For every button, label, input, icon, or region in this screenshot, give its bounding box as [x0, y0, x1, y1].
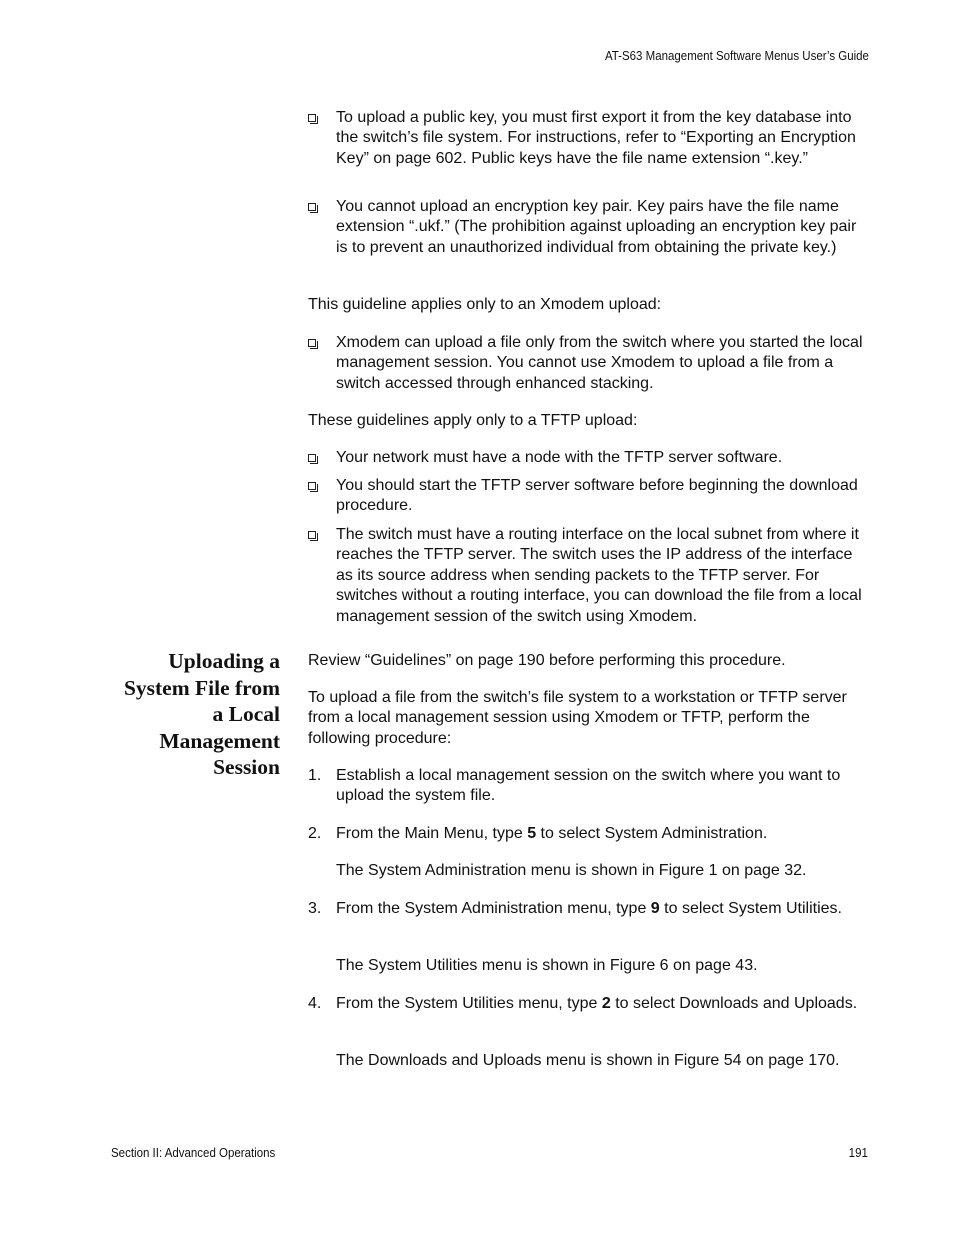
- section-heading: [80, 648, 280, 781]
- xmodem-intro: This guideline applies only to an Xmodem upload:: [308, 296, 662, 313]
- checkbox-bullet-icon: [308, 339, 316, 347]
- list-item-text: Xmodem can upload a file only from the switch where you started the local management session. You cannot use Xmodem to upload a file from a switch accessed through enhanced stacking.: [336, 334, 863, 392]
- step-text: From the System Utilities menu, type 2 to select Downloads and Uploads.: [336, 995, 858, 1012]
- checkbox-bullet-icon: [308, 114, 316, 122]
- heading-line: Management: [159, 728, 280, 753]
- step-number: 3.: [308, 900, 322, 917]
- page-number: 191: [848, 1146, 868, 1160]
- step-note: The System Administration menu is shown in Figure 1 on page 32.: [336, 862, 807, 879]
- review-paragraph: Review “Guidelines” on page 190 before performing this procedure.: [308, 652, 786, 669]
- step-text: From the System Administration menu, type 9 to select System Utilities.: [336, 900, 842, 917]
- running-header: AT-S63 Management Software Menus User’s Guide: [605, 49, 869, 63]
- checkbox-bullet-icon: [308, 203, 316, 211]
- list-item-text: You cannot upload an encryption key pair. Key pairs have the file name extension “.ukf.” (The prohibition against uploading an encryption key pair is to prevent an unauthorized individual from obtaining the private key.): [336, 198, 857, 256]
- heading-line: Uploading a: [168, 649, 280, 673]
- step-note: The System Utilities menu is shown in Figure 6 on page 43.: [336, 957, 758, 974]
- list-item-text: To upload a public key, you must first export it from the key database into the switch’s file system. For instructions, refer to “Exporting an Encryption Key” on page 602. Public keys have the file name extension “.key.”: [336, 109, 856, 167]
- step-text: Establish a local management session on the switch where you want to upload the system file.: [336, 767, 841, 805]
- list-item-text: Your network must have a node with the TFTP server software.: [336, 449, 783, 466]
- menu-key: 2: [601, 995, 611, 1012]
- menu-key: 5: [527, 825, 537, 842]
- checkbox-bullet-icon: [308, 482, 316, 490]
- footer-section: Section II: Advanced Operations: [111, 1146, 276, 1160]
- checkbox-bullet-icon: [308, 454, 316, 462]
- checkbox-bullet-icon: [308, 531, 316, 539]
- heading-line: System File from: [123, 675, 280, 700]
- step-text: From the Main Menu, type 5 to select System Administration.: [336, 825, 768, 842]
- heading-line: Session: [213, 755, 280, 780]
- list-item-text: The switch must have a routing interface on the local subnet from where it reaches the TFTP server. The switch uses the IP address of the interface as its source address when sending packets to the TFTP server. For switches without a routing interface, you can download the file from a local management session of the switch using Xmodem.: [336, 526, 862, 625]
- tftp-intro: These guidelines apply only to a TFTP upload:: [308, 412, 638, 429]
- procedure-intro: To upload a file from the switch’s file system to a workstation or TFTP server from a local management session using Xmodem or TFTP, perform the following procedure:: [308, 689, 847, 747]
- heading-line: a Local: [212, 702, 280, 727]
- step-note: The Downloads and Uploads menu is shown in Figure 54 on page 170.: [336, 1052, 840, 1069]
- step-number: 1.: [308, 767, 322, 784]
- step-number: 2.: [308, 825, 322, 842]
- list-item-text: You should start the TFTP server software before beginning the download procedure.: [336, 477, 858, 515]
- step-number: 4.: [308, 995, 322, 1012]
- menu-key: 9: [650, 900, 660, 917]
